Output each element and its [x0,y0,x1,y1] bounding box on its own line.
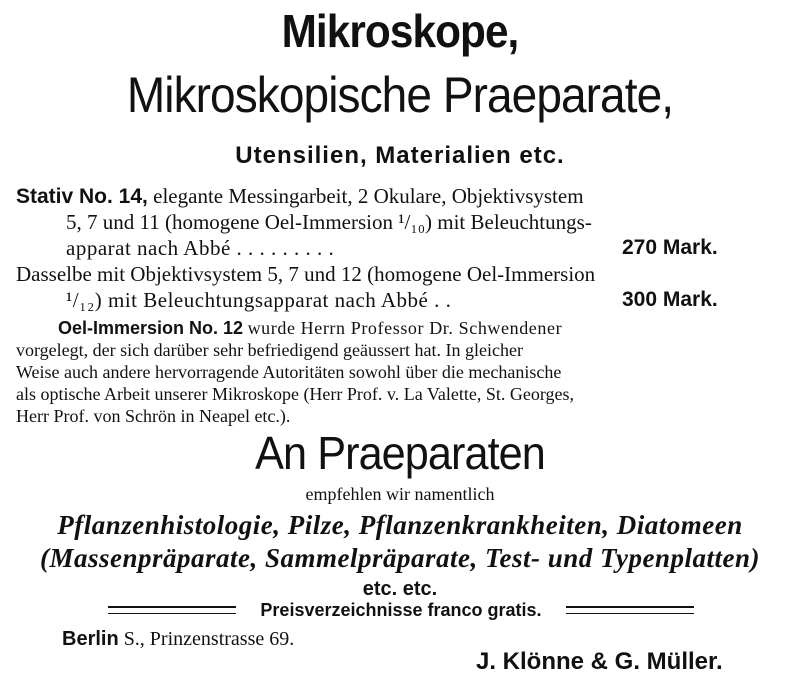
note-line4: als optische Arbeit unserer Mikroskope (Herr Prof. v. La Valette, St. Georges, [16,384,575,404]
offer1-text1: elegante Messingarbeit, 2 Okulare, Objektivsystem [153,184,584,208]
note-line5: Herr Prof. von Schrön in Neapel etc.). [16,406,291,426]
offer1-line1 [16,184,584,209]
headline-mikroskope: Mikroskope, [281,5,519,57]
address-street: S., Prinzenstrasse 69. [123,628,295,650]
section-line3: etc. etc. [362,578,438,600]
note-lead: Oel-Immersion No. 12 [58,318,244,338]
offer1-price: 270 Mark. [622,236,718,259]
rule-right-bottom [566,613,694,614]
section-intro: empfehlen wir namentlich [305,484,495,504]
section-line2: (Massenpräparate, Sammelpräparate, Test- und Typenplatten) [39,543,761,573]
company-name: J. Klönne & G. Müller. [476,648,723,675]
offer1-line2: 5, 7 und 11 (homogene Oel-Immersion ¹/₁₀) mit Beleuchtungs- [66,210,592,234]
offer2-line2: ¹/₁₂) mit Beleuchtungsapparat nach Abbé . . [66,288,452,312]
address-city: Berlin [62,628,119,650]
note-text1: wurde Herrn Professor Dr. Schwendener [247,318,563,338]
offer2-price: 300 Mark. [622,288,718,311]
rule-left-bottom [108,613,236,614]
rule-left-top [108,606,236,608]
section-heading: An Praeparaten [255,427,545,479]
offer2-line1: Dasselbe mit Objektivsystem 5, 7 und 12 (homogene Oel-Immersion [16,262,596,286]
rule-right-top [566,606,694,608]
offer1-line3: apparat nach Abbé . . . . . . . . . [66,236,335,260]
tagline-utensilien: Utensilien, Materialien etc. [235,142,565,169]
note-line1 [58,318,562,339]
address [62,628,294,651]
section-line1: Pflanzenhistologie, Pilze, Pflanzenkrankheiten, Diatomeen [57,510,743,540]
pricelist-note: Preisverzeichnisse franco gratis. [260,600,542,620]
headline-praeparate: Mikroskopische Praeparate, [126,67,674,123]
note-line2: vorgelegt, der sich darüber sehr befriedigend geäussert hat. In gleicher [16,340,523,360]
offer1-item: Stativ No. 14, [16,185,148,208]
note-line3: Weise auch andere hervorragende Autoritäten sowohl über die mechanische [16,362,562,382]
